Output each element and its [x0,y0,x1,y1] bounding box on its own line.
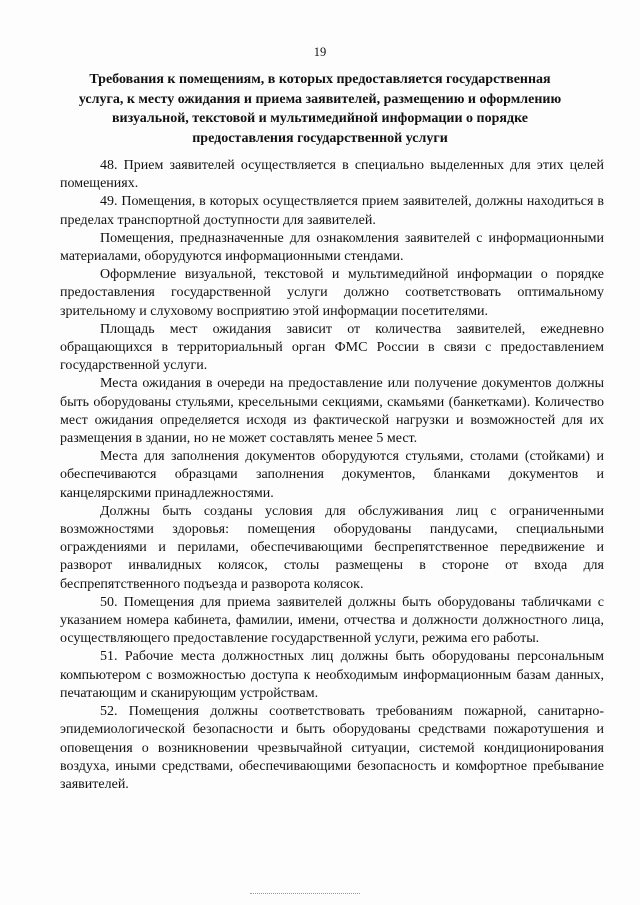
paragraph-49: 49. Помещения, в которых осуществляется прием заявителей, должны находиться в пределах транспортной доступности для заявителей. [60,194,604,228]
page-number: 19 [313,45,327,59]
paragraph-51: 51. Рабочие места должностных лиц должны быть оборудованы персональным компьютером с возможностью доступа к необходимым информационным базам данных, печатающим и сканирующим устройствам. [60,649,604,701]
paragraph-info-stands: Помещения, предназначенные для ознакомления заявителей с информационными материалами, оборудуются информационными стендами. [60,230,604,265]
paragraph-info-design: Оформление визуальной, текстовой и мультимедийной информации о порядке предоставления государственной услуги должно соответствовать оптимальному зрительному и слуховому восприятию этой информации посетителями. [60,267,604,319]
paragraph-waiting-seats: Места ожидания в очереди на предоставление или получение документов должны быть оборудованы стульями, кресельными секциями, скамьями (банкетками). Количество мест ожидания определяется исходя из фактической нагрузки и возможностей для их размещения в здании, но не может составлять менее 5 мест. [60,376,604,447]
paragraph-accessibility: Должны быть созданы условия для обслуживания лиц с ограниченными возможностями здоровья: помещения оборудованы пандусами, специальными ограждениями и перилами, обеспечивающими беспрепятственное передвижение и разворот инвалидных колясок, столы размещены в стороне от входа для беспрепятственного подъезда и разворота колясок. [60,503,604,592]
paragraph-48: 48. Прием заявителей осуществляется в специально выделенных для этих целей помещениях. [60,158,604,192]
paragraph-form-filling: Места для заполнения документов оборудуются стульями, столами (стойками) и обеспечиваются образцами заполнения документов, бланками документов и канцелярскими принадлежностями. [60,449,604,501]
section-heading: Требования к помещениям, в которых предоставляется государственная услуга, к месту ожидания и приема заявителей, размещению и оформлению визуальной, текстовой и мультимедийной информации о порядке предоставления государственной услуги [78,72,562,146]
paragraph-52: 52. Помещения должны соответствовать требованиям пожарной, санитарно-эпидемиологической безопасности и быть оборудованы средствами пожаротушения и оповещения о возникновении чрезвычайной ситуации, системой кондиционирования воздуха, иными средствами, обеспечивающими безопасность и комфортное пребывание заявителей. [60,704,604,792]
section-body [60,157,604,794]
paragraph-waiting-area: Площадь мест ожидания зависит от количества заявителей, ежедневно обращающихся в территориальный орган ФМС России в связи с предоставлением государственной услуги. [60,321,604,374]
scan-edge-mark [250,893,360,894]
paragraph-50: 50. Помещения для приема заявителей должны быть оборудованы табличками с указанием номера кабинета, фамилии, имени, отчества и должности должностного лица, осуществляющего предоставление государственной услуги, режима его работы. [60,594,604,647]
